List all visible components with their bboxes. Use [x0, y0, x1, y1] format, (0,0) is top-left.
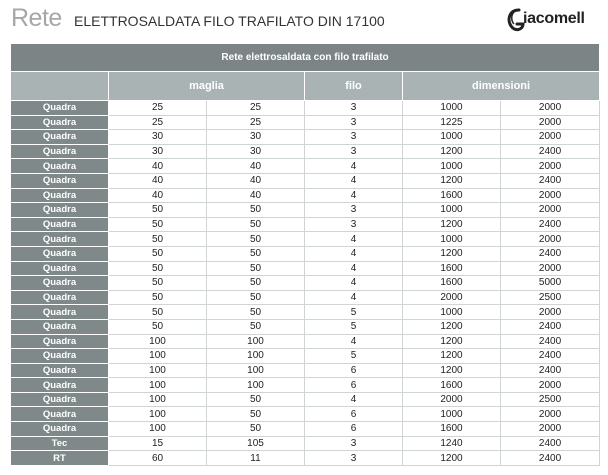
table-row [11, 422, 600, 437]
cell-maglia-a: 100 [109, 378, 207, 393]
table-row [11, 173, 600, 188]
cell-maglia-a: 50 [109, 290, 207, 305]
cell-maglia-b: 25 [207, 115, 305, 130]
cell-dimensione-b: 2400 [501, 144, 600, 159]
cell-maglia-a: 50 [109, 217, 207, 232]
cell-dimensione-a: 1000 [403, 203, 501, 218]
cell-maglia-a: 100 [109, 392, 207, 407]
cell-maglia-a: 100 [109, 422, 207, 437]
cell-maglia-b: 100 [207, 378, 305, 393]
cell-maglia-a: 50 [109, 246, 207, 261]
cell-maglia-a: 100 [109, 407, 207, 422]
cell-dimensione-a: 1600 [403, 378, 501, 393]
cell-row-type: Quadra [11, 130, 109, 145]
cell-dimensione-b: 2000 [501, 305, 600, 320]
cell-filo: 3 [305, 130, 403, 145]
cell-filo: 6 [305, 422, 403, 437]
cell-dimensione-a: 1000 [403, 101, 501, 116]
cell-row-type: Quadra [11, 349, 109, 364]
table-row [11, 130, 600, 145]
cell-filo: 5 [305, 349, 403, 364]
cell-dimensione-a: 1000 [403, 305, 501, 320]
cell-dimensione-b: 2000 [501, 188, 600, 203]
cell-maglia-b: 100 [207, 349, 305, 364]
table-row [11, 276, 600, 291]
cell-filo: 3 [305, 101, 403, 116]
cell-dimensione-b: 2400 [501, 334, 600, 349]
cell-filo: 6 [305, 363, 403, 378]
cell-maglia-a: 50 [109, 232, 207, 247]
cell-maglia-b: 11 [207, 451, 305, 466]
cell-filo: 4 [305, 276, 403, 291]
cell-dimensione-a: 1000 [403, 159, 501, 174]
cell-row-type: Quadra [11, 261, 109, 276]
cell-dimensione-b: 2000 [501, 101, 600, 116]
cell-row-type: Quadra [11, 203, 109, 218]
cell-row-type: Quadra [11, 188, 109, 203]
table-row [11, 261, 600, 276]
cell-row-type: Quadra [11, 144, 109, 159]
cell-row-type: Quadra [11, 173, 109, 188]
cell-dimensione-a: 1200 [403, 319, 501, 334]
cell-row-type: Quadra [11, 159, 109, 174]
cell-dimensione-a: 1200 [403, 144, 501, 159]
cell-maglia-b: 50 [207, 261, 305, 276]
cell-dimensione-a: 2000 [403, 392, 501, 407]
cell-dimensione-b: 2000 [501, 407, 600, 422]
cell-maglia-a: 40 [109, 159, 207, 174]
cell-row-type: Quadra [11, 392, 109, 407]
cell-dimensione-b: 2000 [501, 203, 600, 218]
product-table [10, 43, 600, 466]
cell-maglia-a: 50 [109, 276, 207, 291]
cell-row-type: Quadra [11, 378, 109, 393]
cell-maglia-a: 60 [109, 451, 207, 466]
column-header-blank [11, 72, 109, 101]
cell-dimensione-b: 2000 [501, 159, 600, 174]
table-row [11, 115, 600, 130]
cell-row-type: Quadra [11, 407, 109, 422]
table-row [11, 203, 600, 218]
cell-dimensione-a: 1600 [403, 261, 501, 276]
cell-dimensione-a: 1000 [403, 130, 501, 145]
cell-maglia-a: 100 [109, 334, 207, 349]
cell-row-type: Quadra [11, 101, 109, 116]
cell-maglia-b: 105 [207, 436, 305, 451]
cell-row-type: Quadra [11, 115, 109, 130]
table-row [11, 436, 600, 451]
cell-row-type: RT [11, 451, 109, 466]
cell-maglia-a: 25 [109, 101, 207, 116]
cell-maglia-a: 100 [109, 349, 207, 364]
table-row [11, 159, 600, 174]
cell-maglia-b: 50 [207, 319, 305, 334]
cell-dimensione-b: 2400 [501, 349, 600, 364]
cell-maglia-a: 50 [109, 261, 207, 276]
cell-dimensione-b: 2400 [501, 436, 600, 451]
table-row [11, 378, 600, 393]
cell-row-type: Quadra [11, 422, 109, 437]
cell-dimensione-a: 1600 [403, 276, 501, 291]
cell-row-type: Quadra [11, 363, 109, 378]
cell-row-type: Quadra [11, 232, 109, 247]
cell-dimensione-a: 1200 [403, 173, 501, 188]
cell-maglia-b: 30 [207, 144, 305, 159]
cell-dimensione-a: 1200 [403, 363, 501, 378]
cell-dimensione-b: 2400 [501, 363, 600, 378]
cell-dimensione-b: 2000 [501, 130, 600, 145]
cell-dimensione-a: 1200 [403, 246, 501, 261]
cell-maglia-b: 50 [207, 232, 305, 247]
cell-dimensione-b: 5000 [501, 276, 600, 291]
cell-filo: 4 [305, 188, 403, 203]
cell-maglia-a: 50 [109, 203, 207, 218]
logo [505, 4, 605, 34]
table-row [11, 363, 600, 378]
cell-filo: 4 [305, 290, 403, 305]
cell-maglia-a: 30 [109, 144, 207, 159]
cell-dimensione-b: 2500 [501, 290, 600, 305]
cell-maglia-b: 50 [207, 203, 305, 218]
cell-dimensione-b: 2400 [501, 451, 600, 466]
cell-row-type: Tec [11, 436, 109, 451]
cell-dimensione-b: 2000 [501, 232, 600, 247]
cell-filo: 4 [305, 334, 403, 349]
cell-maglia-a: 40 [109, 173, 207, 188]
table-row [11, 188, 600, 203]
cell-dimensione-b: 2000 [501, 261, 600, 276]
cell-dimensione-a: 1240 [403, 436, 501, 451]
cell-maglia-a: 25 [109, 115, 207, 130]
cell-dimensione-a: 1600 [403, 188, 501, 203]
cell-maglia-b: 50 [207, 276, 305, 291]
cell-filo: 3 [305, 436, 403, 451]
cell-dimensione-a: 1225 [403, 115, 501, 130]
cell-dimensione-a: 1000 [403, 232, 501, 247]
cell-row-type: Quadra [11, 319, 109, 334]
cell-maglia-b: 50 [207, 422, 305, 437]
table-row [11, 407, 600, 422]
cell-filo: 4 [305, 159, 403, 174]
table-row [11, 319, 600, 334]
table-row [11, 334, 600, 349]
cell-dimensione-b: 2400 [501, 246, 600, 261]
cell-row-type: Quadra [11, 334, 109, 349]
cell-filo: 4 [305, 261, 403, 276]
cell-dimensione-b: 2000 [501, 378, 600, 393]
cell-dimensione-b: 2400 [501, 217, 600, 232]
cell-maglia-b: 50 [207, 392, 305, 407]
cell-dimensione-a: 1200 [403, 334, 501, 349]
cell-maglia-b: 100 [207, 334, 305, 349]
cell-filo: 4 [305, 232, 403, 247]
cell-filo: 6 [305, 378, 403, 393]
cell-maglia-a: 50 [109, 319, 207, 334]
cell-filo: 5 [305, 319, 403, 334]
cell-maglia-b: 50 [207, 305, 305, 320]
cell-maglia-a: 100 [109, 363, 207, 378]
cell-maglia-b: 40 [207, 159, 305, 174]
table-banner: Rete elettrosaldata con filo trafilato [11, 44, 600, 72]
table-row [11, 305, 600, 320]
cell-maglia-b: 40 [207, 173, 305, 188]
table-row [11, 101, 600, 116]
cell-maglia-a: 50 [109, 305, 207, 320]
cell-filo: 3 [305, 115, 403, 130]
cell-maglia-b: 40 [207, 188, 305, 203]
table-row [11, 232, 600, 247]
table-row [11, 217, 600, 232]
cell-maglia-a: 30 [109, 130, 207, 145]
cell-filo: 3 [305, 203, 403, 218]
column-header-maglia: maglia [109, 72, 305, 101]
cell-row-type: Quadra [11, 217, 109, 232]
cell-dimensione-a: 1200 [403, 451, 501, 466]
cell-filo: 4 [305, 173, 403, 188]
cell-dimensione-a: 1600 [403, 422, 501, 437]
logo-text: iacomell [523, 10, 585, 27]
cell-filo: 3 [305, 217, 403, 232]
header [0, 0, 608, 40]
column-header-dimensioni: dimensioni [403, 72, 600, 101]
cell-maglia-a: 40 [109, 188, 207, 203]
cell-row-type: Quadra [11, 290, 109, 305]
cell-row-type: Quadra [11, 246, 109, 261]
cell-dimensione-b: 2400 [501, 173, 600, 188]
cell-row-type: Quadra [11, 305, 109, 320]
page-subtitle: ELETTROSALDATA FILO TRAFILATO DIN 17100 [74, 13, 385, 29]
cell-maglia-b: 25 [207, 101, 305, 116]
cell-dimensione-a: 1000 [403, 407, 501, 422]
cell-maglia-b: 100 [207, 363, 305, 378]
cell-dimensione-a: 1200 [403, 217, 501, 232]
cell-filo: 4 [305, 392, 403, 407]
cell-filo: 4 [305, 246, 403, 261]
table-row [11, 392, 600, 407]
cell-row-type: Quadra [11, 276, 109, 291]
cell-maglia-b: 30 [207, 130, 305, 145]
cell-dimensione-a: 2000 [403, 290, 501, 305]
cell-dimensione-b: 2000 [501, 422, 600, 437]
cell-dimensione-b: 2000 [501, 115, 600, 130]
cell-maglia-a: 15 [109, 436, 207, 451]
cell-dimensione-b: 2400 [501, 319, 600, 334]
cell-filo: 3 [305, 144, 403, 159]
cell-maglia-b: 50 [207, 407, 305, 422]
cell-filo: 6 [305, 407, 403, 422]
table-row [11, 246, 600, 261]
table-row [11, 349, 600, 364]
cell-maglia-b: 50 [207, 217, 305, 232]
table-row [11, 144, 600, 159]
table-body [11, 101, 600, 466]
table-row [11, 451, 600, 466]
cell-dimensione-b: 2500 [501, 392, 600, 407]
cell-maglia-b: 50 [207, 246, 305, 261]
cell-filo: 5 [305, 305, 403, 320]
column-header-filo: filo [305, 72, 403, 101]
cell-dimensione-a: 1200 [403, 349, 501, 364]
page-title: Rete [11, 4, 62, 32]
cell-filo: 3 [305, 451, 403, 466]
table-row [11, 290, 600, 305]
cell-maglia-b: 50 [207, 290, 305, 305]
